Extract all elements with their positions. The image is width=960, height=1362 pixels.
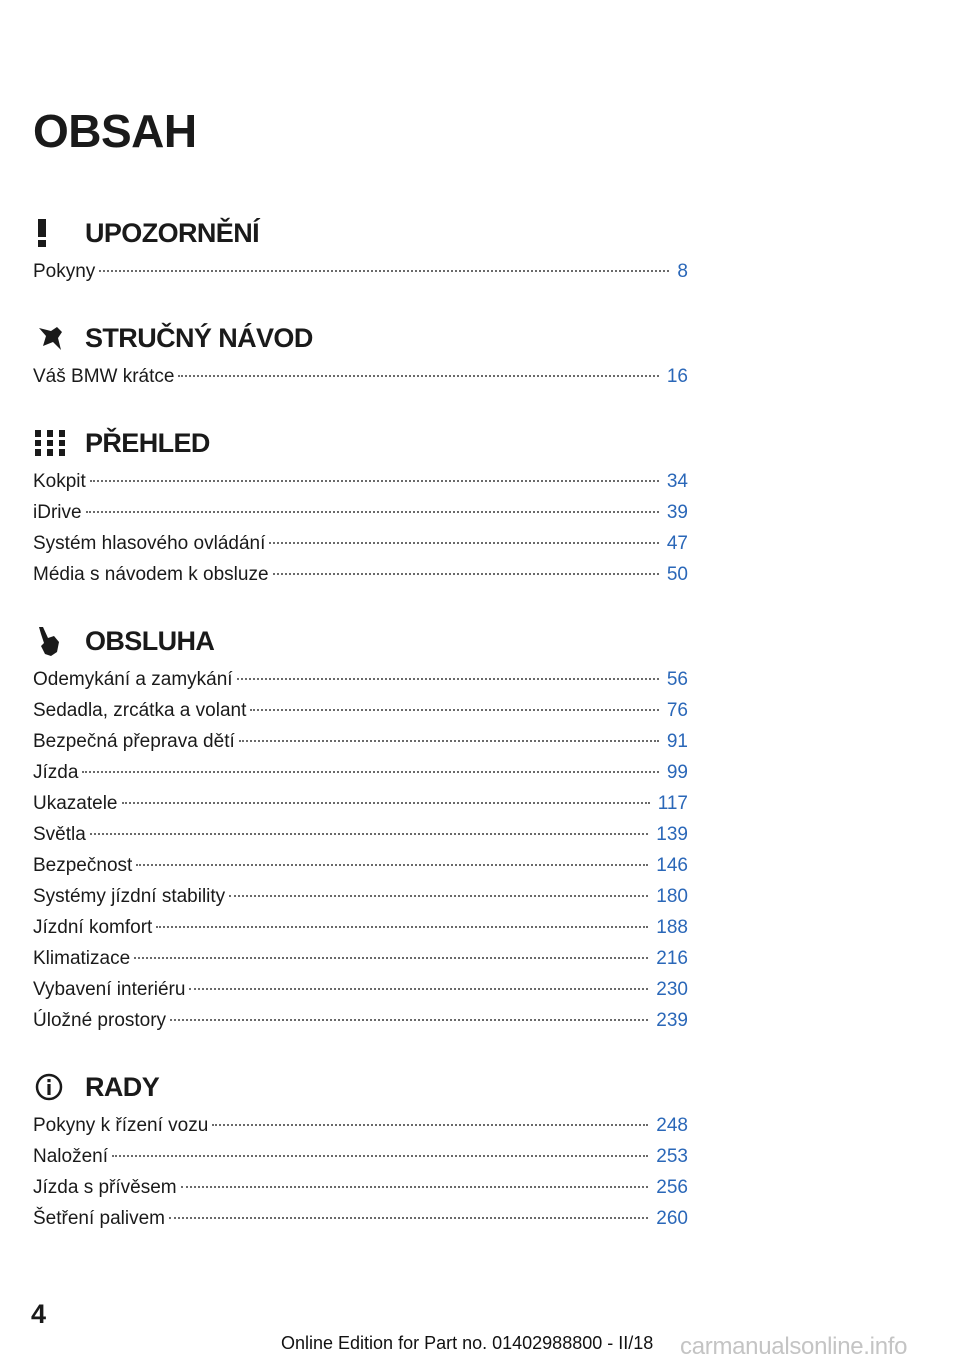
page-title: OBSAH bbox=[33, 105, 197, 157]
toc-entry[interactable] bbox=[33, 497, 688, 528]
toc-entry-page-link[interactable]: 91 bbox=[666, 731, 688, 752]
dot-leader bbox=[99, 270, 669, 272]
toc-entry-page-link[interactable]: 56 bbox=[666, 669, 688, 690]
section-header bbox=[33, 317, 688, 359]
toc-entry[interactable] bbox=[33, 788, 688, 819]
toc-entry[interactable] bbox=[33, 1203, 688, 1234]
toc-entry-page-link[interactable]: 188 bbox=[656, 917, 688, 938]
toc-entry[interactable] bbox=[33, 361, 688, 392]
toc-entry-page-link[interactable]: 256 bbox=[656, 1177, 688, 1198]
toc-entry-label[interactable]: iDrive bbox=[33, 502, 82, 523]
section-header bbox=[33, 1066, 688, 1108]
toc-entry-label[interactable]: Sedadla, zrcátka a volant bbox=[33, 700, 247, 721]
dot-leader bbox=[169, 1217, 648, 1219]
toc-entry-label[interactable]: Jízdní komfort bbox=[33, 917, 153, 938]
toc-entry-label[interactable]: Jízda bbox=[33, 762, 79, 783]
section-title: STRUČNÝ NÁVOD bbox=[85, 322, 313, 353]
toc-entry[interactable] bbox=[33, 1172, 688, 1203]
toc-section bbox=[33, 317, 688, 392]
toc-entry-page-link[interactable]: 8 bbox=[677, 261, 688, 282]
dot-leader bbox=[112, 1155, 648, 1157]
dot-leader bbox=[136, 864, 648, 866]
dot-leader bbox=[273, 573, 659, 575]
toc-entry-label[interactable]: Kokpit bbox=[33, 471, 86, 492]
toc-entry-page-link[interactable]: 230 bbox=[656, 979, 688, 1000]
section-header bbox=[33, 212, 688, 254]
toc-entry[interactable] bbox=[33, 256, 688, 287]
dot-leader bbox=[239, 740, 659, 742]
grid-icon bbox=[35, 428, 71, 458]
dot-leader bbox=[250, 709, 659, 711]
toc-entry-page-link[interactable]: 34 bbox=[666, 471, 688, 492]
toc-entry[interactable] bbox=[33, 881, 688, 912]
toc-entry-page-link[interactable]: 117 bbox=[657, 793, 688, 814]
table-of-contents bbox=[33, 212, 688, 1264]
dot-leader bbox=[212, 1124, 648, 1126]
toc-entry[interactable] bbox=[33, 819, 688, 850]
dot-leader bbox=[90, 833, 648, 835]
toc-entry-page-link[interactable]: 47 bbox=[666, 533, 688, 554]
toc-entry-label[interactable]: Vybavení interiéru bbox=[33, 979, 186, 1000]
dot-leader bbox=[178, 375, 658, 377]
section-title: UPOZORNĚNÍ bbox=[85, 217, 260, 248]
dot-leader bbox=[134, 957, 648, 959]
section-title: PŘEHLED bbox=[85, 427, 210, 458]
dot-leader bbox=[82, 771, 658, 773]
toc-entry[interactable] bbox=[33, 943, 688, 974]
toc-entry[interactable] bbox=[33, 726, 688, 757]
exclamation-icon bbox=[35, 218, 71, 248]
page-number: 4 bbox=[31, 1299, 47, 1329]
toc-section bbox=[33, 212, 688, 287]
toc-entry-label[interactable]: Bezpečnost bbox=[33, 855, 133, 876]
toc-entry-page-link[interactable]: 253 bbox=[656, 1146, 688, 1167]
toc-entry-label[interactable]: Pokyny bbox=[33, 261, 96, 282]
dot-leader bbox=[90, 480, 659, 482]
toc-entry-label[interactable]: Šetření palivem bbox=[33, 1208, 166, 1229]
toc-entry-label[interactable]: Ukazatele bbox=[33, 793, 118, 814]
toc-entry-label[interactable]: Systém hlasového ovládání bbox=[33, 533, 266, 554]
toc-entry-label[interactable]: Váš BMW krátce bbox=[33, 366, 175, 387]
toc-entry[interactable] bbox=[33, 974, 688, 1005]
dot-leader bbox=[86, 511, 659, 513]
toc-entry-label[interactable]: Světla bbox=[33, 824, 86, 845]
toc-section bbox=[33, 1066, 688, 1234]
dot-leader bbox=[237, 678, 659, 680]
toc-entry-page-link[interactable]: 239 bbox=[656, 1010, 688, 1031]
toc-entry-page-link[interactable]: 139 bbox=[656, 824, 688, 845]
toc-entry-page-link[interactable]: 180 bbox=[656, 886, 688, 907]
toc-entry[interactable] bbox=[33, 850, 688, 881]
toc-entry-page-link[interactable]: 16 bbox=[666, 366, 688, 387]
toc-entry-page-link[interactable]: 99 bbox=[666, 762, 688, 783]
toc-entry-page-link[interactable]: 146 bbox=[656, 855, 688, 876]
toc-entry[interactable] bbox=[33, 1141, 688, 1172]
toc-entry[interactable] bbox=[33, 757, 688, 788]
toc-section bbox=[33, 620, 688, 1036]
toc-entry-label[interactable]: Odemykání a zamykání bbox=[33, 669, 233, 690]
toc-entry[interactable] bbox=[33, 912, 688, 943]
toc-entry[interactable] bbox=[33, 695, 688, 726]
toc-entry-label[interactable]: Úložné prostory bbox=[33, 1010, 167, 1031]
toc-entry-label[interactable]: Klimatizace bbox=[33, 948, 131, 969]
toc-entry-label[interactable]: Jízda s přívěsem bbox=[33, 1177, 177, 1198]
toc-entry[interactable] bbox=[33, 1005, 688, 1036]
dot-leader bbox=[189, 988, 648, 990]
toc-entry-page-link[interactable]: 216 bbox=[656, 948, 688, 969]
toc-section bbox=[33, 422, 688, 590]
toc-entry-page-link[interactable]: 50 bbox=[666, 564, 688, 585]
dot-leader bbox=[181, 1186, 649, 1188]
toc-entry-page-link[interactable]: 76 bbox=[666, 700, 688, 721]
toc-entry[interactable] bbox=[33, 1110, 688, 1141]
toc-entry[interactable] bbox=[33, 559, 688, 590]
dot-leader bbox=[170, 1019, 648, 1021]
toc-entry-page-link[interactable]: 39 bbox=[666, 502, 688, 523]
info-circle-icon bbox=[35, 1072, 71, 1102]
toc-entry-label[interactable]: Pokyny k řízení vozu bbox=[33, 1115, 209, 1136]
toc-entry-label[interactable]: Naložení bbox=[33, 1146, 108, 1167]
toc-entry[interactable] bbox=[33, 664, 688, 695]
toc-entry-page-link[interactable]: 248 bbox=[656, 1115, 688, 1136]
dot-leader bbox=[156, 926, 648, 928]
dot-leader bbox=[229, 895, 648, 897]
toc-entry-label[interactable]: Bezpečná přeprava dětí bbox=[33, 731, 235, 752]
watermark: carmanualsonline.info bbox=[680, 1333, 908, 1360]
hand-pointer-icon bbox=[35, 626, 71, 656]
dot-leader bbox=[122, 802, 650, 804]
toc-entry-page-link[interactable]: 260 bbox=[656, 1208, 688, 1229]
pin-icon bbox=[35, 323, 71, 353]
section-title: OBSLUHA bbox=[85, 625, 215, 656]
dot-leader bbox=[269, 542, 658, 544]
section-title: RADY bbox=[85, 1071, 160, 1102]
edition-footer: Online Edition for Part no. 01402988800 - II/18 bbox=[281, 1333, 654, 1353]
toc-entry[interactable] bbox=[33, 528, 688, 559]
section-header bbox=[33, 620, 688, 662]
section-header bbox=[33, 422, 688, 464]
toc-entry-label[interactable]: Média s návodem k obsluze bbox=[33, 564, 269, 585]
toc-entry-label[interactable]: Systémy jízdní stability bbox=[33, 886, 226, 907]
toc-entry[interactable] bbox=[33, 466, 688, 497]
